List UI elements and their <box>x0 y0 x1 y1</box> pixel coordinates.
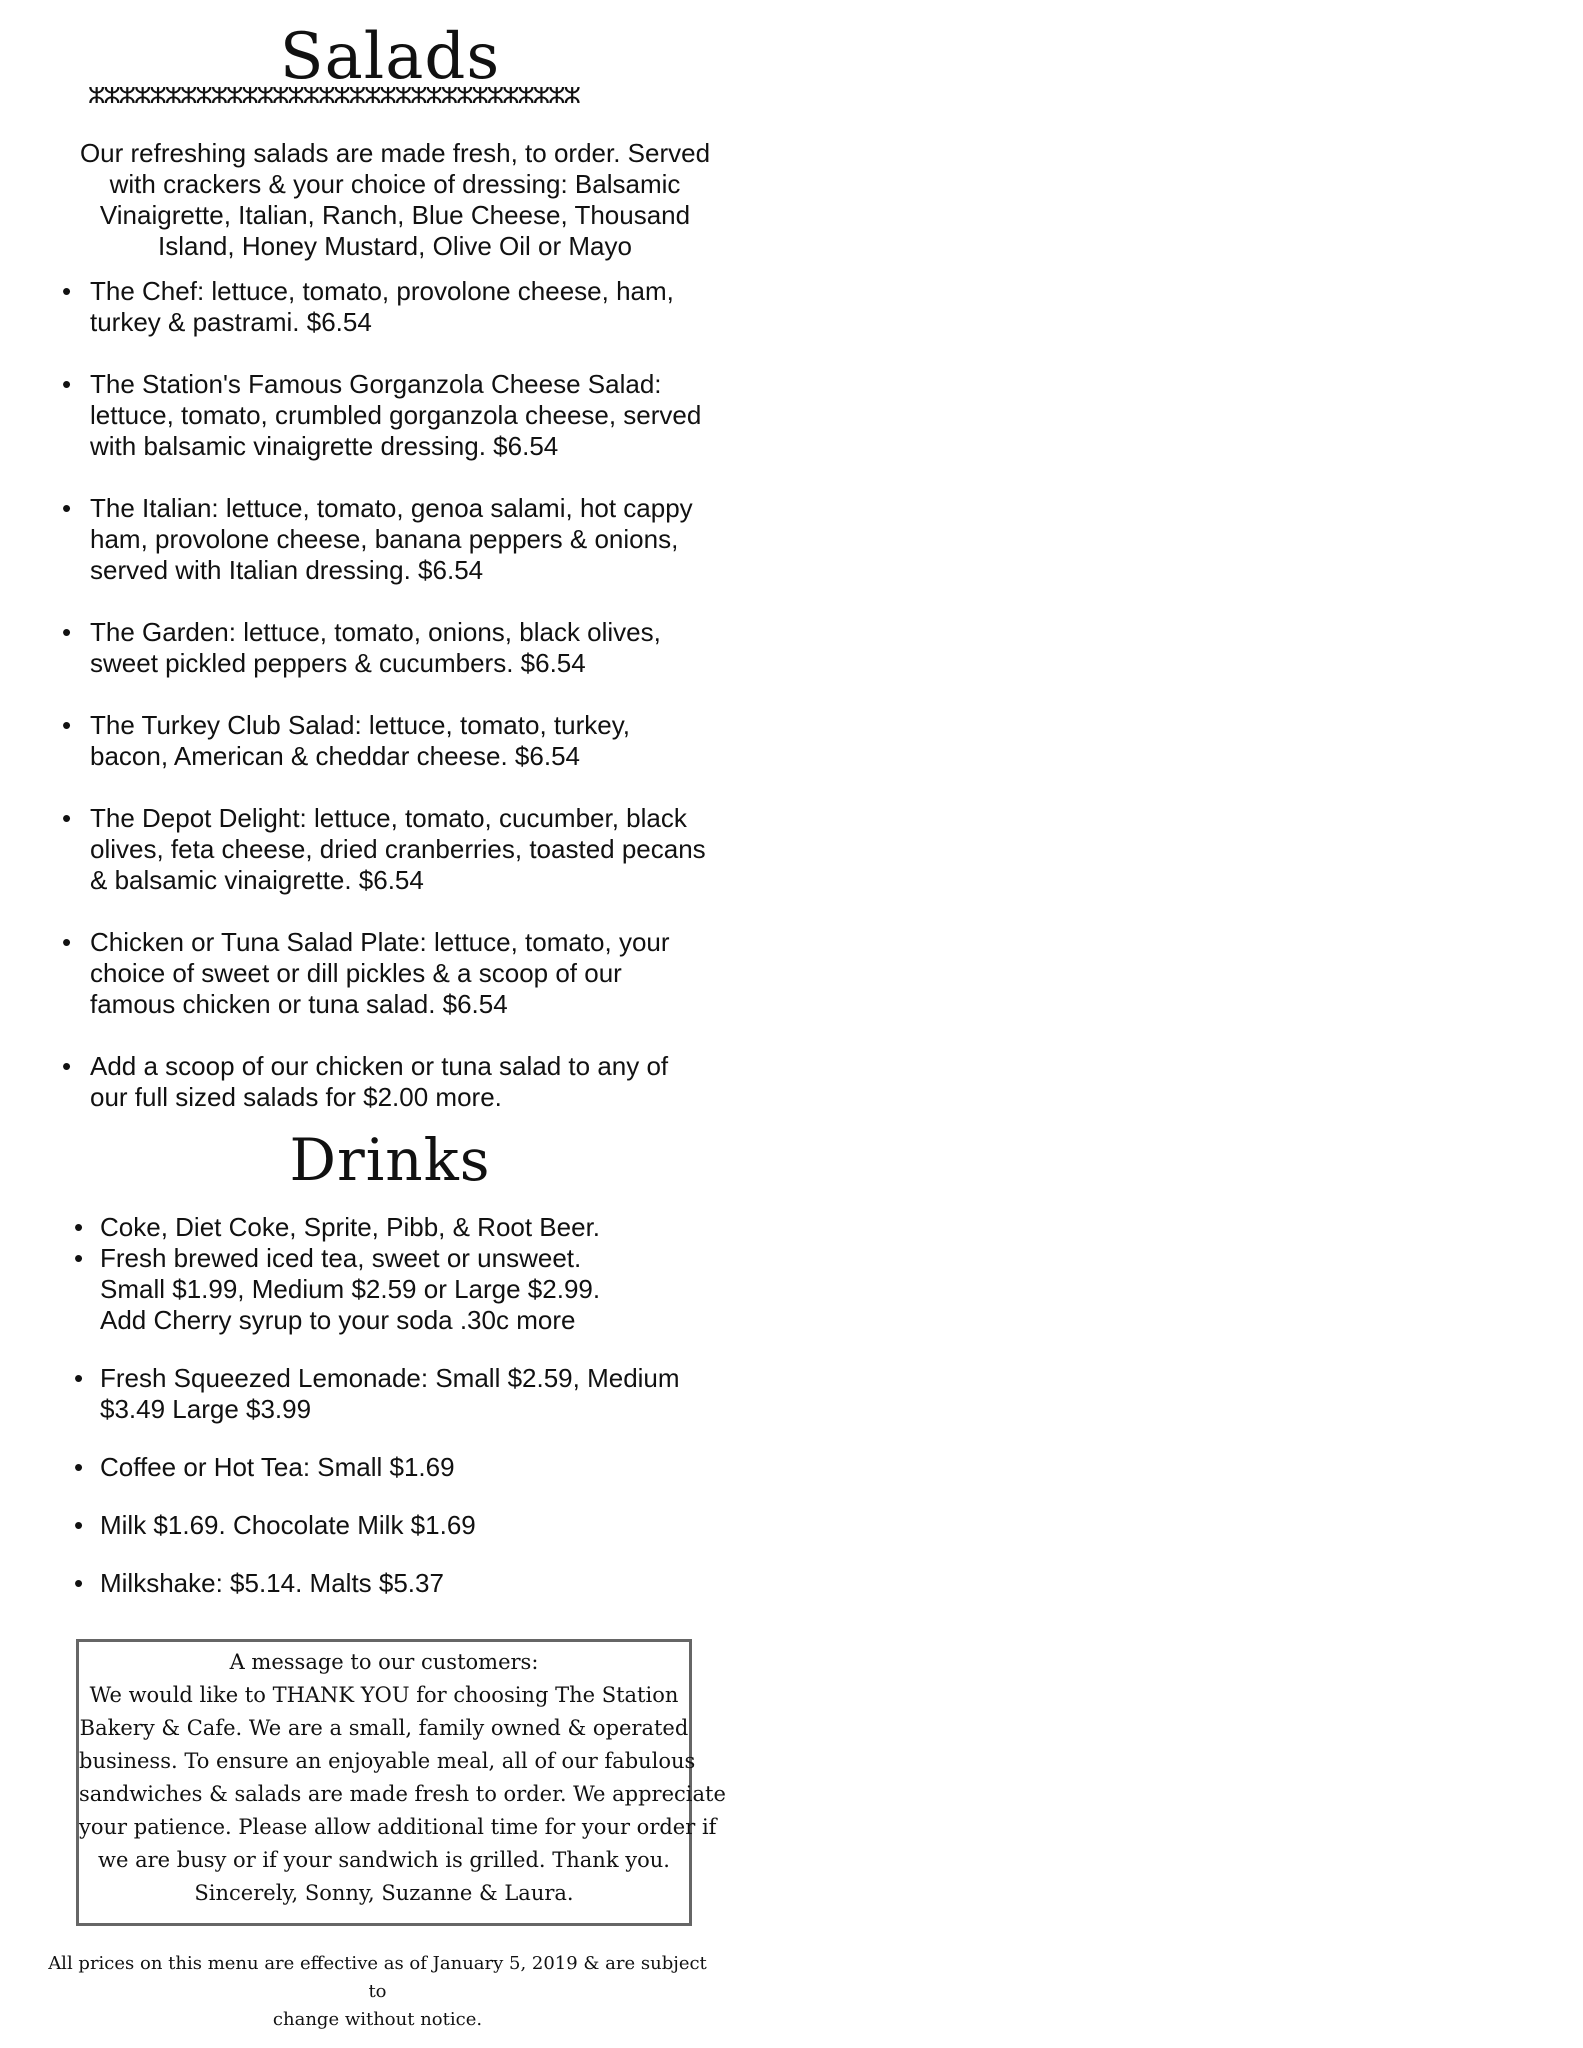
bullet-icon: • <box>74 1568 84 1598</box>
item-line: lettuce, tomato, crumbled gorganzola cheese, served <box>90 400 702 430</box>
item-line: The Turkey Club Salad: lettuce, tomato, turkey, <box>90 710 630 740</box>
item-line: Add a scoop of our chicken or tuna salad to any of <box>90 1051 669 1081</box>
drink-item <box>40 1510 740 1541</box>
salads-intro <box>50 138 740 262</box>
item-line: The Italian: lettuce, tomato, genoa salami, hot cappy <box>90 493 693 523</box>
bullet-icon: • <box>74 1212 84 1242</box>
message-line: We would like to THANK YOU for choosing The Station <box>89 1683 679 1707</box>
item-line: The Chef: lettuce, tomato, provolone cheese, ham, <box>90 276 674 306</box>
bullet-icon: • <box>74 1243 84 1273</box>
item-line: $3.49 Large $3.99 <box>100 1394 312 1424</box>
salad-item <box>40 276 740 338</box>
item-line: The Station's Famous Gorganzola Cheese Salad: <box>90 369 662 399</box>
bullet-icon: • <box>74 1510 84 1540</box>
intro-line: Island, Honey Mustard, Olive Oil or Mayo <box>158 231 632 261</box>
bullet-icon: • <box>62 276 72 306</box>
bullet-icon: • <box>62 369 72 399</box>
item-line: Milkshake: $5.14. Malts $5.37 <box>100 1568 444 1598</box>
message-line: A message to our customers: <box>229 1650 539 1674</box>
salad-list <box>40 276 740 1144</box>
item-line: famous chicken or tuna salad. $6.54 <box>90 989 508 1019</box>
drink-item <box>40 1568 740 1599</box>
salad-item <box>40 1051 740 1113</box>
salad-item <box>40 927 740 1020</box>
salad-item <box>40 369 740 462</box>
salad-item <box>40 803 740 896</box>
salads-heading: Salads <box>279 20 501 94</box>
item-line: bacon, American & cheddar cheese. $6.54 <box>90 741 580 771</box>
drinks-heading: Drinks <box>289 1126 491 1194</box>
item-line: olives, feta cheese, dried cranberries, toasted pecans <box>90 834 706 864</box>
item-line: served with Italian dressing. $6.54 <box>90 555 484 585</box>
footer-line: change without notice. <box>272 2009 483 2030</box>
message-line: business. To ensure an enjoyable meal, all of our fabulous <box>79 1749 696 1773</box>
ornamental-divider: ⵣⵣⵣⵣⵣⵣⵣⵣⵣⵣⵣⵣⵣⵣⵣⵣⵣⵣⵣⵣⵣⵣⵣⵣⵣⵣⵣⵣⵣⵣⵣⵣ <box>88 86 579 108</box>
item-line: sweet pickled peppers & cucumbers. $6.54 <box>90 648 586 678</box>
item-line: our full sized salads for $2.00 more. <box>90 1082 502 1112</box>
item-line: turkey & pastrami. $6.54 <box>90 307 372 337</box>
bullet-icon: • <box>62 927 72 957</box>
item-line: choice of sweet or dill pickles & a scoop of our <box>90 958 622 988</box>
item-line: The Depot Delight: lettuce, tomato, cucumber, black <box>90 803 687 833</box>
item-line: & balsamic vinaigrette. $6.54 <box>90 865 424 895</box>
drink-item <box>40 1212 740 1243</box>
item-line: Fresh Squeezed Lemonade: Small $2.59, Medium <box>100 1363 680 1393</box>
salad-item <box>40 617 740 679</box>
drink-item <box>40 1243 740 1336</box>
item-line: Coke, Diet Coke, Sprite, Pibb, & Root Beer. <box>100 1212 601 1242</box>
item-line: Coffee or Hot Tea: Small $1.69 <box>100 1452 455 1482</box>
drink-item <box>40 1452 740 1483</box>
bullet-icon: • <box>62 617 72 647</box>
bullet-icon: • <box>62 1051 72 1081</box>
drink-item <box>40 1363 740 1425</box>
item-line: Fresh brewed iced tea, sweet or unsweet. <box>100 1243 582 1273</box>
bullet-icon: • <box>62 803 72 833</box>
salad-item <box>40 710 740 772</box>
item-line: with balsamic vinaigrette dressing. $6.54 <box>90 431 559 461</box>
item-line: ham, provolone cheese, banana peppers & onions, <box>90 524 679 554</box>
footer-line: All prices on this menu are effective as of January 5, 2019 & are subject to <box>48 1953 707 2002</box>
message-line: Bakery & Cafe. We are a small, family owned & operated <box>79 1716 689 1740</box>
intro-line: Vinaigrette, Italian, Ranch, Blue Cheese, Thousand <box>99 200 691 230</box>
salad-item <box>40 493 740 586</box>
message-line: Sincerely, Sonny, Suzanne & Laura. <box>194 1881 574 1905</box>
message-line: we are busy or if your sandwich is grilled. Thank you. <box>98 1848 670 1872</box>
item-line: Add Cherry syrup to your soda .30c more <box>100 1305 576 1335</box>
price-disclaimer <box>40 1950 715 2034</box>
item-line: The Garden: lettuce, tomato, onions, black olives, <box>90 617 661 647</box>
bullet-icon: • <box>74 1363 84 1393</box>
message-line: your patience. Please allow additional time for your order if <box>79 1815 717 1839</box>
drinks-list <box>40 1212 740 1599</box>
customer-message-box <box>76 1639 726 1926</box>
bullet-icon: • <box>62 710 72 740</box>
intro-line: with crackers & your choice of dressing: Balsamic <box>109 169 681 199</box>
bullet-icon: • <box>62 493 72 523</box>
item-line: Chicken or Tuna Salad Plate: lettuce, tomato, your <box>90 927 670 957</box>
message-line: sandwiches & salads are made fresh to order. We appreciate <box>79 1782 726 1806</box>
intro-line: Our refreshing salads are made fresh, to order. Served <box>79 138 711 168</box>
bullet-icon: • <box>74 1452 84 1482</box>
item-line: Small $1.99, Medium $2.59 or Large $2.99. <box>100 1274 601 1304</box>
item-line: Milk $1.69. Chocolate Milk $1.69 <box>100 1510 476 1540</box>
